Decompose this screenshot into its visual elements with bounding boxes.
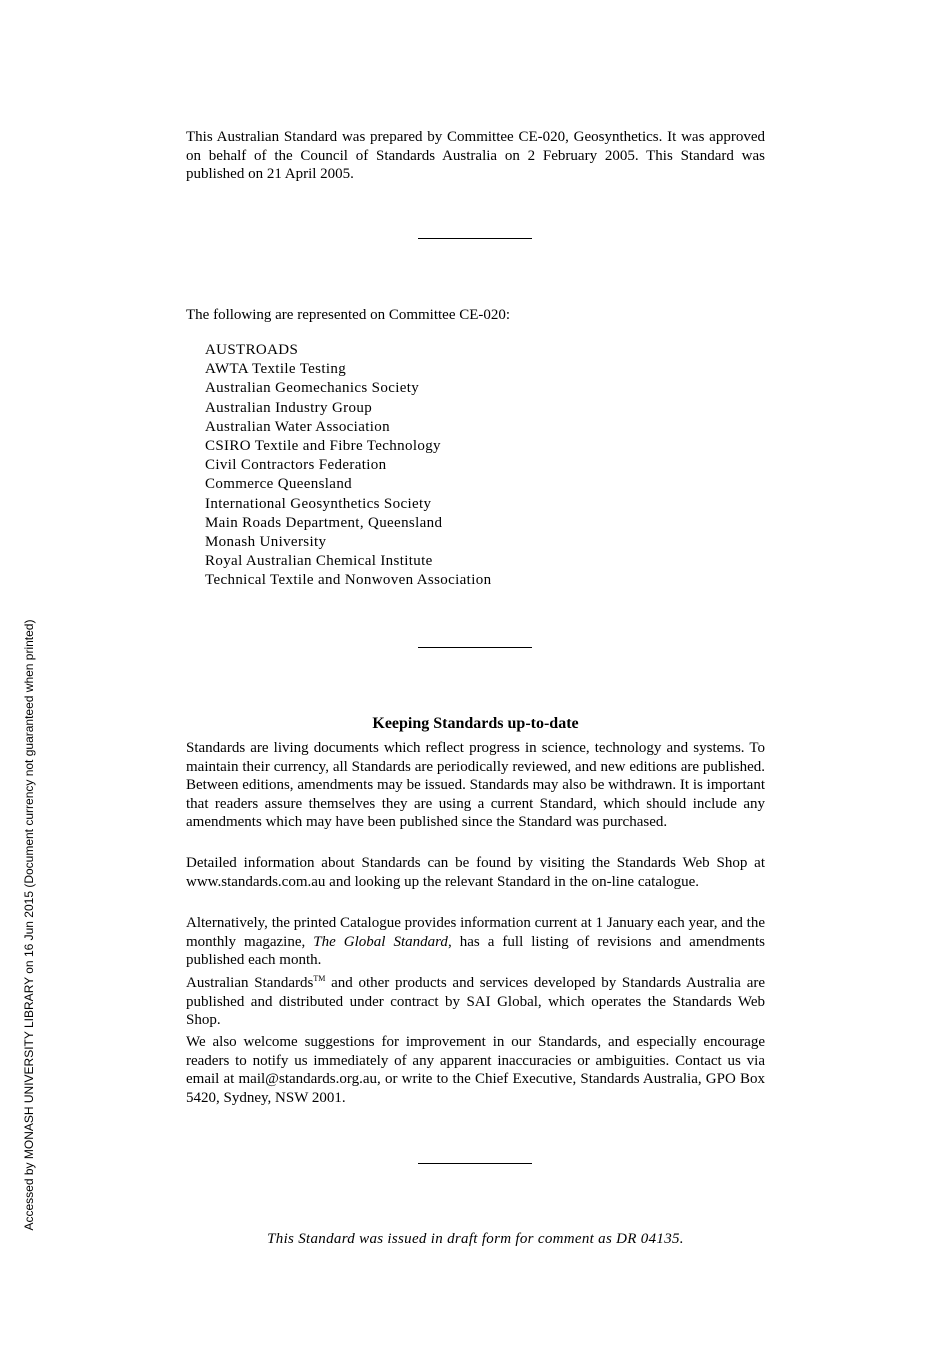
suggestions-paragraph: We also welcome suggestions for improvement in our Standards, and especially encourage readers to notify us immediately of any apparent inaccuracies or ambiguities. Contact us via email at mail@standards.org.au, or write to the Chief Executive, Standards Australia, GPO Box 5420, Sydney, NSW 2001. [186, 1034, 765, 1106]
committee-member: Australian Water Association [205, 418, 390, 435]
committee-member: Technical Textile and Nonwoven Association [205, 572, 492, 589]
committee-intro: The following are represented on Committee CE-020: [186, 307, 511, 323]
preparation-paragraph: This Australian Standard was prepared by Committee CE-020, Geosynthetics. It was approved on behalf of the Council of Standards Australia on 2 February 2005. This Standard was published on 21 April 2005. [186, 129, 765, 182]
living-documents-paragraph: Standards are living documents which reflect progress in science, technology and systems. To maintain their currency, all Standards are periodically reviewed, and new editions are published. Between editions, amendments may be issued. Standards may also be withdrawn. It is important that readers assure themselves they are using a current Standard, which should include any amendments which may have been published since the Standard was purchased. [186, 740, 765, 830]
committee-member: Civil Contractors Federation [205, 457, 387, 474]
committee-member: CSIRO Textile and Fibre Technology [205, 438, 441, 455]
catalogue-text-end: , has a full listing of revisions and amendments published each month. [186, 933, 765, 968]
committee-member: Australian Industry Group [205, 399, 373, 416]
sai-text-end: and other products and services developed by Standards Australia are published and distributed under contract by SAI Global, which operates the Standards Web Shop. [186, 975, 766, 1028]
section-divider-2 [418, 647, 532, 648]
draft-note: This Standard was issued in draft form for comment as DR 04135. [267, 1231, 684, 1247]
magazine-title: The Global Standard [313, 933, 448, 950]
access-watermark: Accessed by MONASH UNIVERSITY LIBRARY on 16 Jun 2015 (Document currency not guaranteed when printed) [22, 619, 36, 1231]
section-divider-3 [418, 1163, 532, 1164]
committee-member: Monash University [205, 534, 327, 551]
committee-member: AUSTROADS [205, 342, 299, 358]
catalogue-paragraph [186, 914, 765, 970]
committee-member: Main Roads Department, Queensland [205, 514, 443, 531]
trademark-mark: TM [313, 974, 326, 983]
catalogue-text-start: Alternatively, the printed Catalogue provides information current at 1 January each year, and the monthly magazine, [186, 915, 765, 950]
committee-member: AWTA Textile Testing [205, 361, 347, 378]
web-shop-paragraph: Detailed information about Standards can be found by visiting the Standards Web Shop at www.standards.com.au and looking up the relevant Standard in the on-line catalogue. [186, 855, 765, 890]
section-divider-1 [418, 238, 532, 239]
committee-member: Royal Australian Chemical Institute [205, 553, 433, 570]
committee-member: International Geosynthetics Society [205, 495, 432, 512]
keeping-standards-heading: Keeping Standards up-to-date [372, 715, 579, 732]
committee-members-list [205, 341, 491, 591]
sai-text-start: Australian Standards [186, 975, 314, 991]
sai-global-paragraph [186, 974, 765, 1030]
committee-member: Australian Geomechanics Society [205, 380, 420, 397]
committee-member: Commerce Queensland [205, 476, 353, 493]
